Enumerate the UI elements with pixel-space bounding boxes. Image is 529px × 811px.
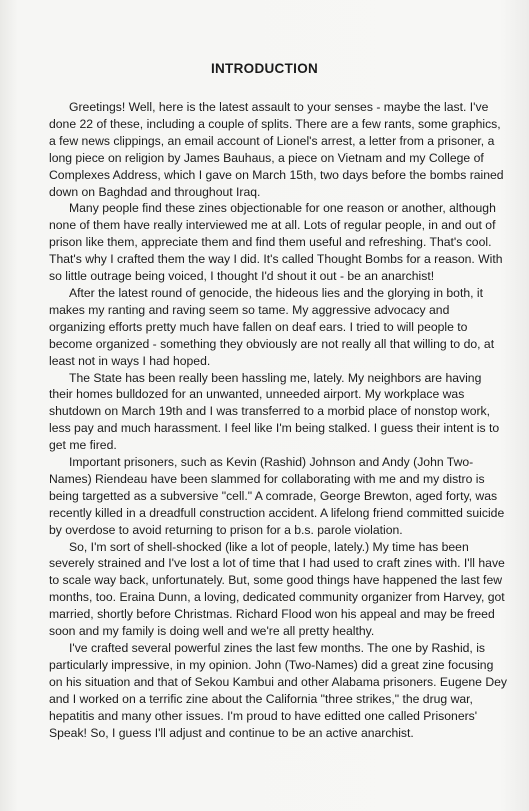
paragraph: After the latest round of genocide, the hideous lies and the glorying in both, it makes my ranting and raving seem so tame. My aggressive advocacy and organizing efforts pretty much have fallen on deaf ears. I tried to will people to become organized - something they obviously are not really all that willing to do, at least not in ways I had hoped. <box>49 285 495 368</box>
paragraph: Important prisoners, such as Kevin (Rashid) Johnson and Andy (John Two-Names) Riendeau have been slammed for collaborating with me and my distro is being targetted as a subversive "cell." A comrade, George Brewton, aged forty, was recently killed in a dreadfull construction accident. A lifelong friend committed suicide by overdose to avoid returning to prison for a b.s. parole violation. <box>49 455 505 537</box>
paragraph: I've crafted several powerful zines the last few months. The one by Rashid, is particularly impressive, in my opinion. John (Two-Names) did a great zine focusing on his situation and that of Sekou Kambui and other Alabama prisoners. Eugene Dey and I worked on a terrific zine about the California "three strikes," the drug war, hepatitis and many other issues. I'm proud to have editted one called Prisoners' Speak! So, I guess I'll adjust and continue to be an active anarchist. <box>49 641 508 740</box>
page-title: INTRODUCTION <box>210 61 319 76</box>
paragraph: Many people find these zines objectionable for one reason or another, although none of them have really interviewed me at all. Lots of regular people, in and out of prison like them, appreciate them and find them useful and refreshing. That's cool. That's why I crafted them the way I did. It's called Thought Bombs for a reason. With so little outrage being voiced, I thought I'd shout it out - be an anarchist! <box>49 201 503 284</box>
paragraph: Greetings! Well, here is the latest assault to your senses - maybe the last. I've done 22 of these, including a couple of splits. There are a few rants, some graphics, a few news clippings, an email account of Lionel's arrest, a letter from a prisoner, a long piece on religion by James Bauhaus, a piece on Vietnam and my College of Complexes Address, which I gave on March 15th, two days before the bombs rained down on Baghdad and throughout Iraq. <box>49 100 504 199</box>
document-body <box>49 99 507 741</box>
paragraph: The State has been really been hassling me, lately. My neighbors are having their homes bulldozed for an unwanted, unneeded airport. My workplace was shutdown on March 19th and I was transferred to a morbid place of nonstop work, less pay and much harassment. I feel like I'm being stalked. I guess their intent is to get me fired. <box>49 370 500 453</box>
paragraph: So, I'm sort of shell-shocked (like a lot of people, lately.) My time has been severely strained and I've lost a lot of time that I had used to craft zines with. I'll have to scale way back, unfortunately. But, some good things have happened the last few months, too. Eraina Dunn, a loving, dedicated community organizer from Harvey, got married, shortly before Christmas. Richard Flood won his appeal and may be freed soon and my family is doing well and we're all pretty healthy. <box>49 539 505 639</box>
